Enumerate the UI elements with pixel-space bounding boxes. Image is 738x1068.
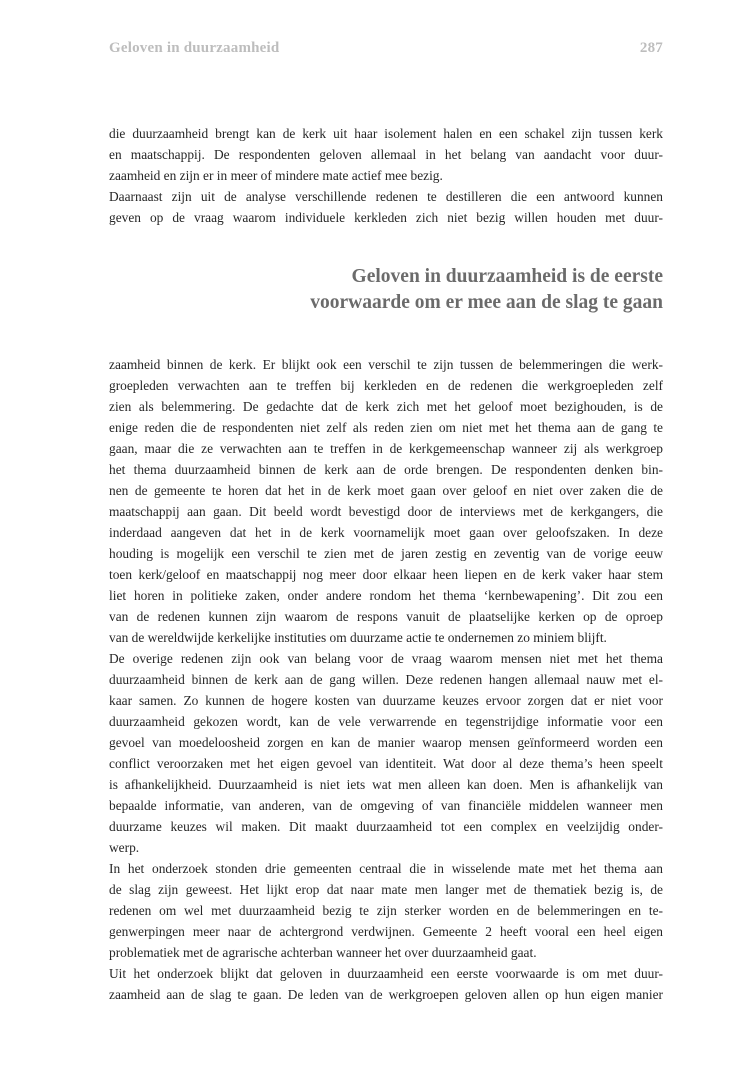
running-head: [109, 40, 663, 60]
text-line: maatschappij aan gaan. Dit beeld wordt bevestigd door de interviews met de kerkgangers, die: [109, 504, 663, 519]
text-line: inderdaad aangeven dat het in de kerk voornamelijk moet gaan over geloofszaken. In deze: [109, 525, 663, 540]
text-line: is afhankelijkheid. Duurzaamheid is niet iets wat men alleen kan doen. Men is afhankelijk van: [109, 777, 663, 792]
text-line: genwerpingen meer naar de achtergrond verdwijnen. Gemeente 2 heeft vooral een heel eigen: [109, 924, 663, 939]
pull-quote-line-2: voorwaarde om er mee aan de slag te gaan: [310, 292, 663, 313]
text-line: problematiek met de agrarische achterban wanneer het over duurzaamheid gaat.: [109, 945, 537, 960]
text-line: gevoel van moedeloosheid zorgen en kan de manier waarop mensen geïnformeerd worden een: [109, 735, 663, 750]
text-line: zaamheid en zijn er in meer of mindere mate actief mee bezig.: [109, 168, 443, 183]
text-line: toen kerk/geloof en maatschappij nog meer door elkaar heen liepen en de kerk vaker haar stem: [109, 567, 663, 582]
text-line: geven op de vraag waarom individuele kerkleden zich niet bezig willen houden met duur-: [109, 210, 663, 225]
text-line: en maatschappij. De respondenten geloven allemaal in het belang van aandacht voor duur-: [109, 147, 663, 162]
text-line: groepleden verwachten aan te treffen bij kerkleden en de redenen die werkgroepleden zelf: [109, 378, 663, 393]
text-line: bepaalde informatie, van anderen, van de omgeving of van financiële middelen wanneer men: [109, 798, 663, 813]
text-line: duurzaamheid gekozen wordt, kan de vele verwarrende en tegenstrijdige informatie voor een: [109, 714, 663, 729]
text-line: In het onderzoek stonden drie gemeenten centraal die in wisselende mate met het thema aan: [109, 861, 663, 876]
text-line: Uit het onderzoek blijkt dat geloven in duurzaamheid een eerste voorwaarde is om met duur-: [109, 966, 663, 981]
text-line: enige reden die de respondenten niet zelf als reden zien om niet met het thema aan de gang te: [109, 420, 663, 435]
text-line: zaamheid aan de slag te gaan. De leden van de werkgroepen geloven allen op hun eigen manier: [109, 987, 663, 1002]
text-line: de slag zijn geweest. Het lijkt erop dat naar mate men langer met de thematiek bezig is, de: [109, 882, 663, 897]
running-head-title: Geloven in duurzaamheid: [109, 40, 280, 56]
text-line: houding is mogelijk een verschil te zien met de jaren zestig en zeventig van de vorige eeuw: [109, 546, 663, 561]
text-line: kaar samen. Zo kunnen de hogere kosten van duurzame keuzes ervoor zorgen dat er niet voor: [109, 693, 663, 708]
text-line: Daarnaast zijn uit de analyse verschillende redenen te destilleren die een antwoord kunnen: [109, 189, 663, 204]
page-number: 287: [639, 40, 663, 56]
text-line: werp.: [109, 840, 140, 855]
text-line: De overige redenen zijn ook van belang voor de vraag waarom mensen niet met het thema: [109, 651, 663, 666]
text-line: het thema duurzaamheid binnen de kerk aan de orde brengen. De respondenten denken bin-: [109, 462, 663, 477]
text-line: liet horen in politieke zaken, onder andere rondom het thema ‘kernbewapening’. Dit zou een: [109, 588, 663, 603]
text-line: conflict veroorzaken met het eigen gevoel van identiteit. Wat door al deze thema’s heen speelt: [109, 756, 663, 771]
text-line: van de wereldwijde kerkelijke instituties om duurzame actie te ondernemen zo miniem blijft.: [109, 630, 607, 645]
text-line: zaamheid binnen de kerk. Er blijkt ook een verschil te zijn tussen de belemmeringen die werk-: [109, 357, 663, 372]
text-line: nen de gemeente te horen dat het in de kerk moet gaan over geloof en niet over zaken die de: [109, 483, 663, 498]
text-line: gaan, maar die ze verwachten aan te treffen in de kerkgemeenschap wanneer zij als werkgroep: [109, 441, 663, 456]
text-line: die duurzaamheid brengt kan de kerk uit haar isolement halen en een schakel zijn tussen kerk: [109, 126, 663, 141]
text-line: duurzaamheid binnen de kerk aan de gang willen. Deze redenen hangen allemaal nauw met el-: [109, 672, 663, 687]
text-line: duurzame keuzes wil maken. Dit maakt duurzaamheid tot een complex en veelzijdig onder-: [109, 819, 663, 834]
text-line: van de redenen kunnen zijn waarom de respons vanuit de plaatselijke kerken op de oproep: [109, 609, 663, 624]
pull-quote-line-1: Geloven in duurzaamheid is de eerste: [351, 266, 663, 287]
text-line: redenen om wel met duurzaamheid bezig te zijn sterker worden en de belemmeringen en te-: [109, 903, 663, 918]
text-line: zien als belemmering. De gedachte dat de kerk zich met het geloof moet bezighouden, is de: [109, 399, 663, 414]
